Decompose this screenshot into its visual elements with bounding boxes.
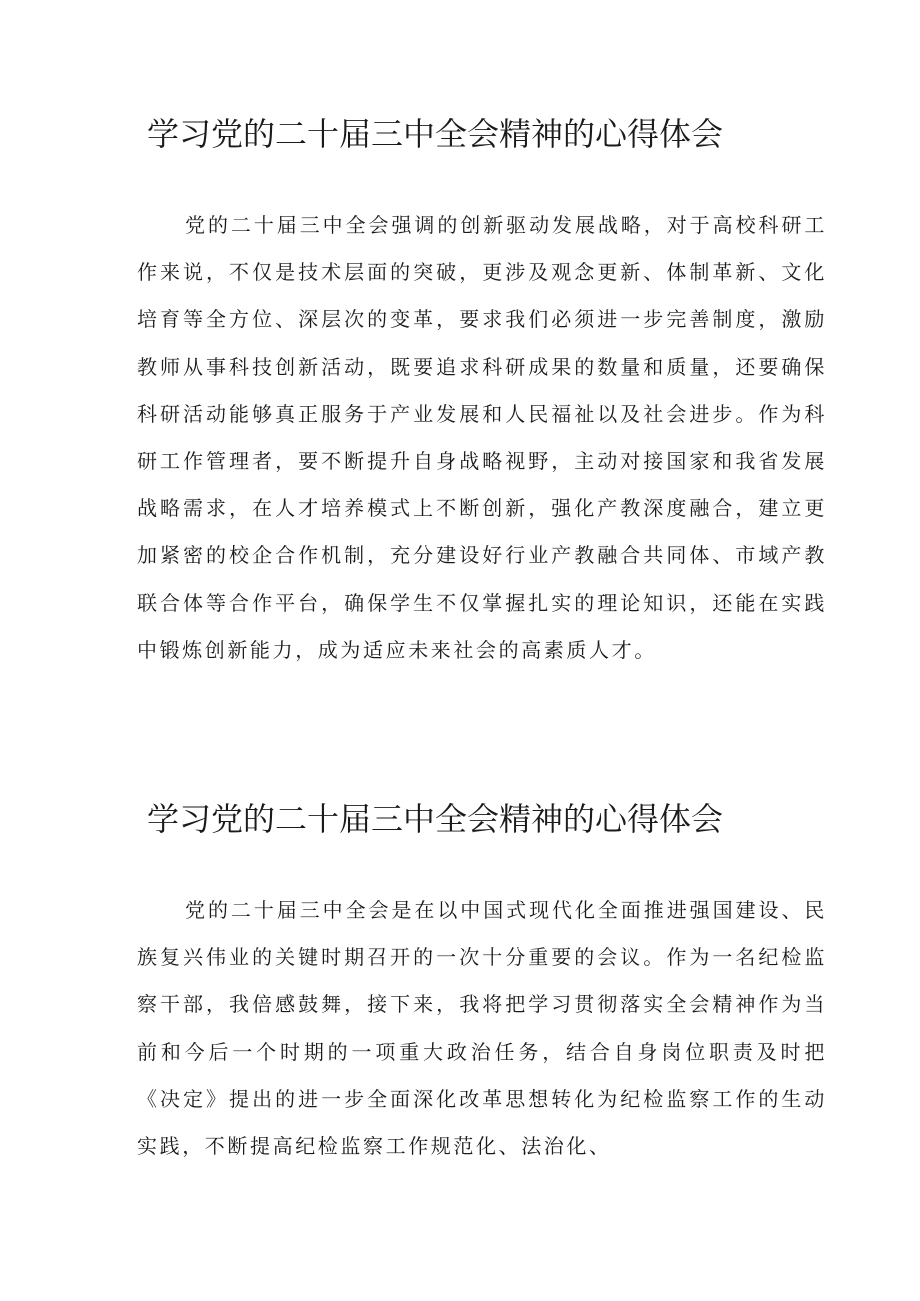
article-body: 党的二十届三中全会强调的创新驱动发展战略，对于高校科研工作来说，不仅是技术层面的突破，更涉及观念更新、体制革新、文化培育等全方位、深层次的变革，要求我们必须进一步完善制度，激励教师从事科技创新活动，既要追求科研成果的数量和质量，还要确保科研活动能够真正服务于产业发展和人民福祉以及社会进步。作为科研工作管理者，要不断提升自身战略视野，主动对接国家和我省发展战略需求，在人才培养模式上不断创新，强化产教深度融合，建立更加紧密的校企合作机制，充分建设好行业产教融合共同体、市域产教联合体等合作平台，确保学生不仅掌握扎实的理论知识，还能在实践中锻炼创新能力，成为适应未来社会的高素质人才。 — [137, 213, 827, 662]
article-body: 党的二十届三中全会是在以中国式现代化全面推进强国建设、民族复兴伟业的关键时期召开的一次十分重要的会议。作为一名纪检监察干部，我倍感鼓舞，接下来，我将把学习贯彻落实全会精神作为当前和今后一个时期的一项重大政治任务，结合自身岗位职责及时把《决定》提出的进一步全面深化改革思想转化为纪检监察工作的生动实践，不断提高纪检监察工作规范化、法治化、 — [137, 898, 827, 1159]
article-2 — [137, 795, 827, 1170]
article-title: 学习党的二十届三中全会精神的心得体会 — [147, 800, 724, 838]
article-title: 学习党的二十届三中全会精神的心得体会 — [147, 115, 724, 153]
article-1 — [137, 110, 827, 674]
